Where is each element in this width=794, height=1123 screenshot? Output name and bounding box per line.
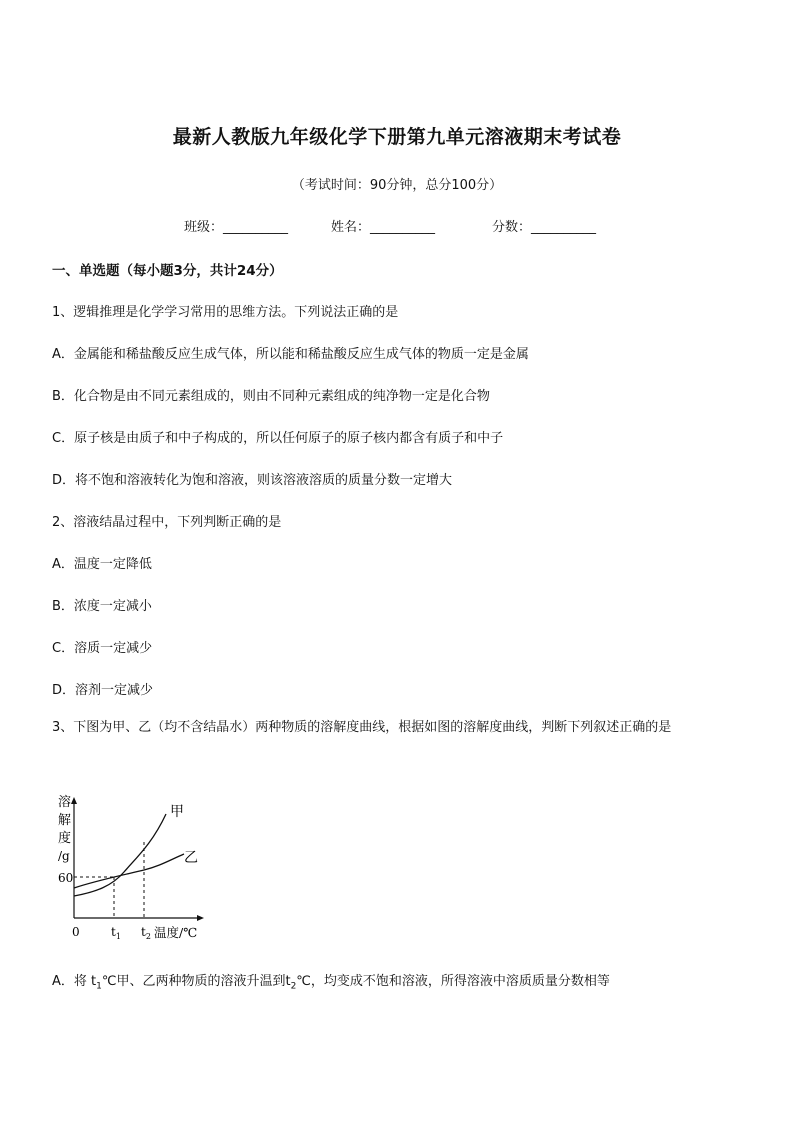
x-tick-t2: $t_2$ [141, 925, 151, 941]
question-1-stem: 1、逻辑推理是化学学习常用的思维方法。下列说法正确的是 [52, 305, 399, 320]
origin-label: 0 [72, 925, 80, 939]
option-a-text-2: ℃甲、乙两种物质的溶液升温到t [101, 974, 291, 989]
question-2-stem: 2、溶液结晶过程中，下列判断正确的是 [52, 515, 282, 530]
solubility-curve-chart [48, 788, 218, 948]
x-axis-label: 温度/℃ [154, 925, 198, 940]
question-2-option-c[interactable]: C．溶质一定减少 [52, 641, 153, 656]
question-1-option-d[interactable]: D．将不饱和溶液转化为饱和溶液，则该溶液溶质的质量分数一定增大 [52, 473, 453, 488]
x-axis-arrow [197, 915, 204, 921]
class-field[interactable]: 班级：__________ [184, 220, 289, 235]
option-a-text-1: A．将 t [52, 974, 97, 989]
y-axis-arrow [71, 797, 77, 804]
option-a-text-3: ℃，均变成不饱和溶液，所得溶液中溶质质量分数相等 [296, 974, 610, 989]
x-tick-t1: $t_1$ [111, 925, 121, 941]
name-field[interactable]: 姓名：__________ [331, 220, 436, 235]
page-title: 最新人教版九年级化学下册第九单元溶液期末考试卷 [172, 126, 622, 148]
question-3-option-a[interactable] [52, 970, 610, 992]
question-3-stem: 3、下图为甲、乙（均不含结晶水）两种物质的溶解度曲线，根据如图的溶解度曲线，判断下列叙述正确的是 [52, 720, 672, 735]
question-2-option-d[interactable]: D．溶剂一定减少 [52, 683, 154, 698]
option-a-sub-2: 2 [290, 981, 297, 992]
question-1-option-c[interactable]: C．原子核是由质子和中子构成的，所以任何原子的原子核内都含有质子和中子 [52, 431, 504, 446]
section-heading: 一、单选题（每小题3分，共计24分） [52, 263, 283, 279]
series-label-jia: 甲 [170, 804, 184, 820]
exam-subtitle: （考试时间：90分钟，总分100分） [291, 178, 503, 193]
question-2-option-a[interactable]: A．温度一定降低 [52, 557, 152, 572]
series-label-yi: 乙 [184, 850, 198, 866]
y-axis-label-1: 溶 [58, 795, 72, 810]
y-axis-label-3: 度 [58, 831, 72, 846]
y-tick-60: 60 [58, 871, 74, 885]
score-field[interactable]: 分数：__________ [492, 220, 597, 235]
curve-yi [74, 854, 184, 888]
option-a-sub-1: 1 [96, 981, 102, 992]
question-2-option-b[interactable]: B．浓度一定减小 [52, 599, 152, 614]
y-axis-label-2: 解 [58, 813, 72, 828]
y-axis-label-4: /g [58, 849, 70, 863]
question-1-option-a[interactable]: A．金属能和稀盐酸反应生成气体，所以能和稀盐酸反应生成气体的物质一定是金属 [52, 347, 529, 362]
question-1-option-b[interactable]: B．化合物是由不同元素组成的，则由不同种元素组成的纯净物一定是化合物 [52, 389, 490, 404]
